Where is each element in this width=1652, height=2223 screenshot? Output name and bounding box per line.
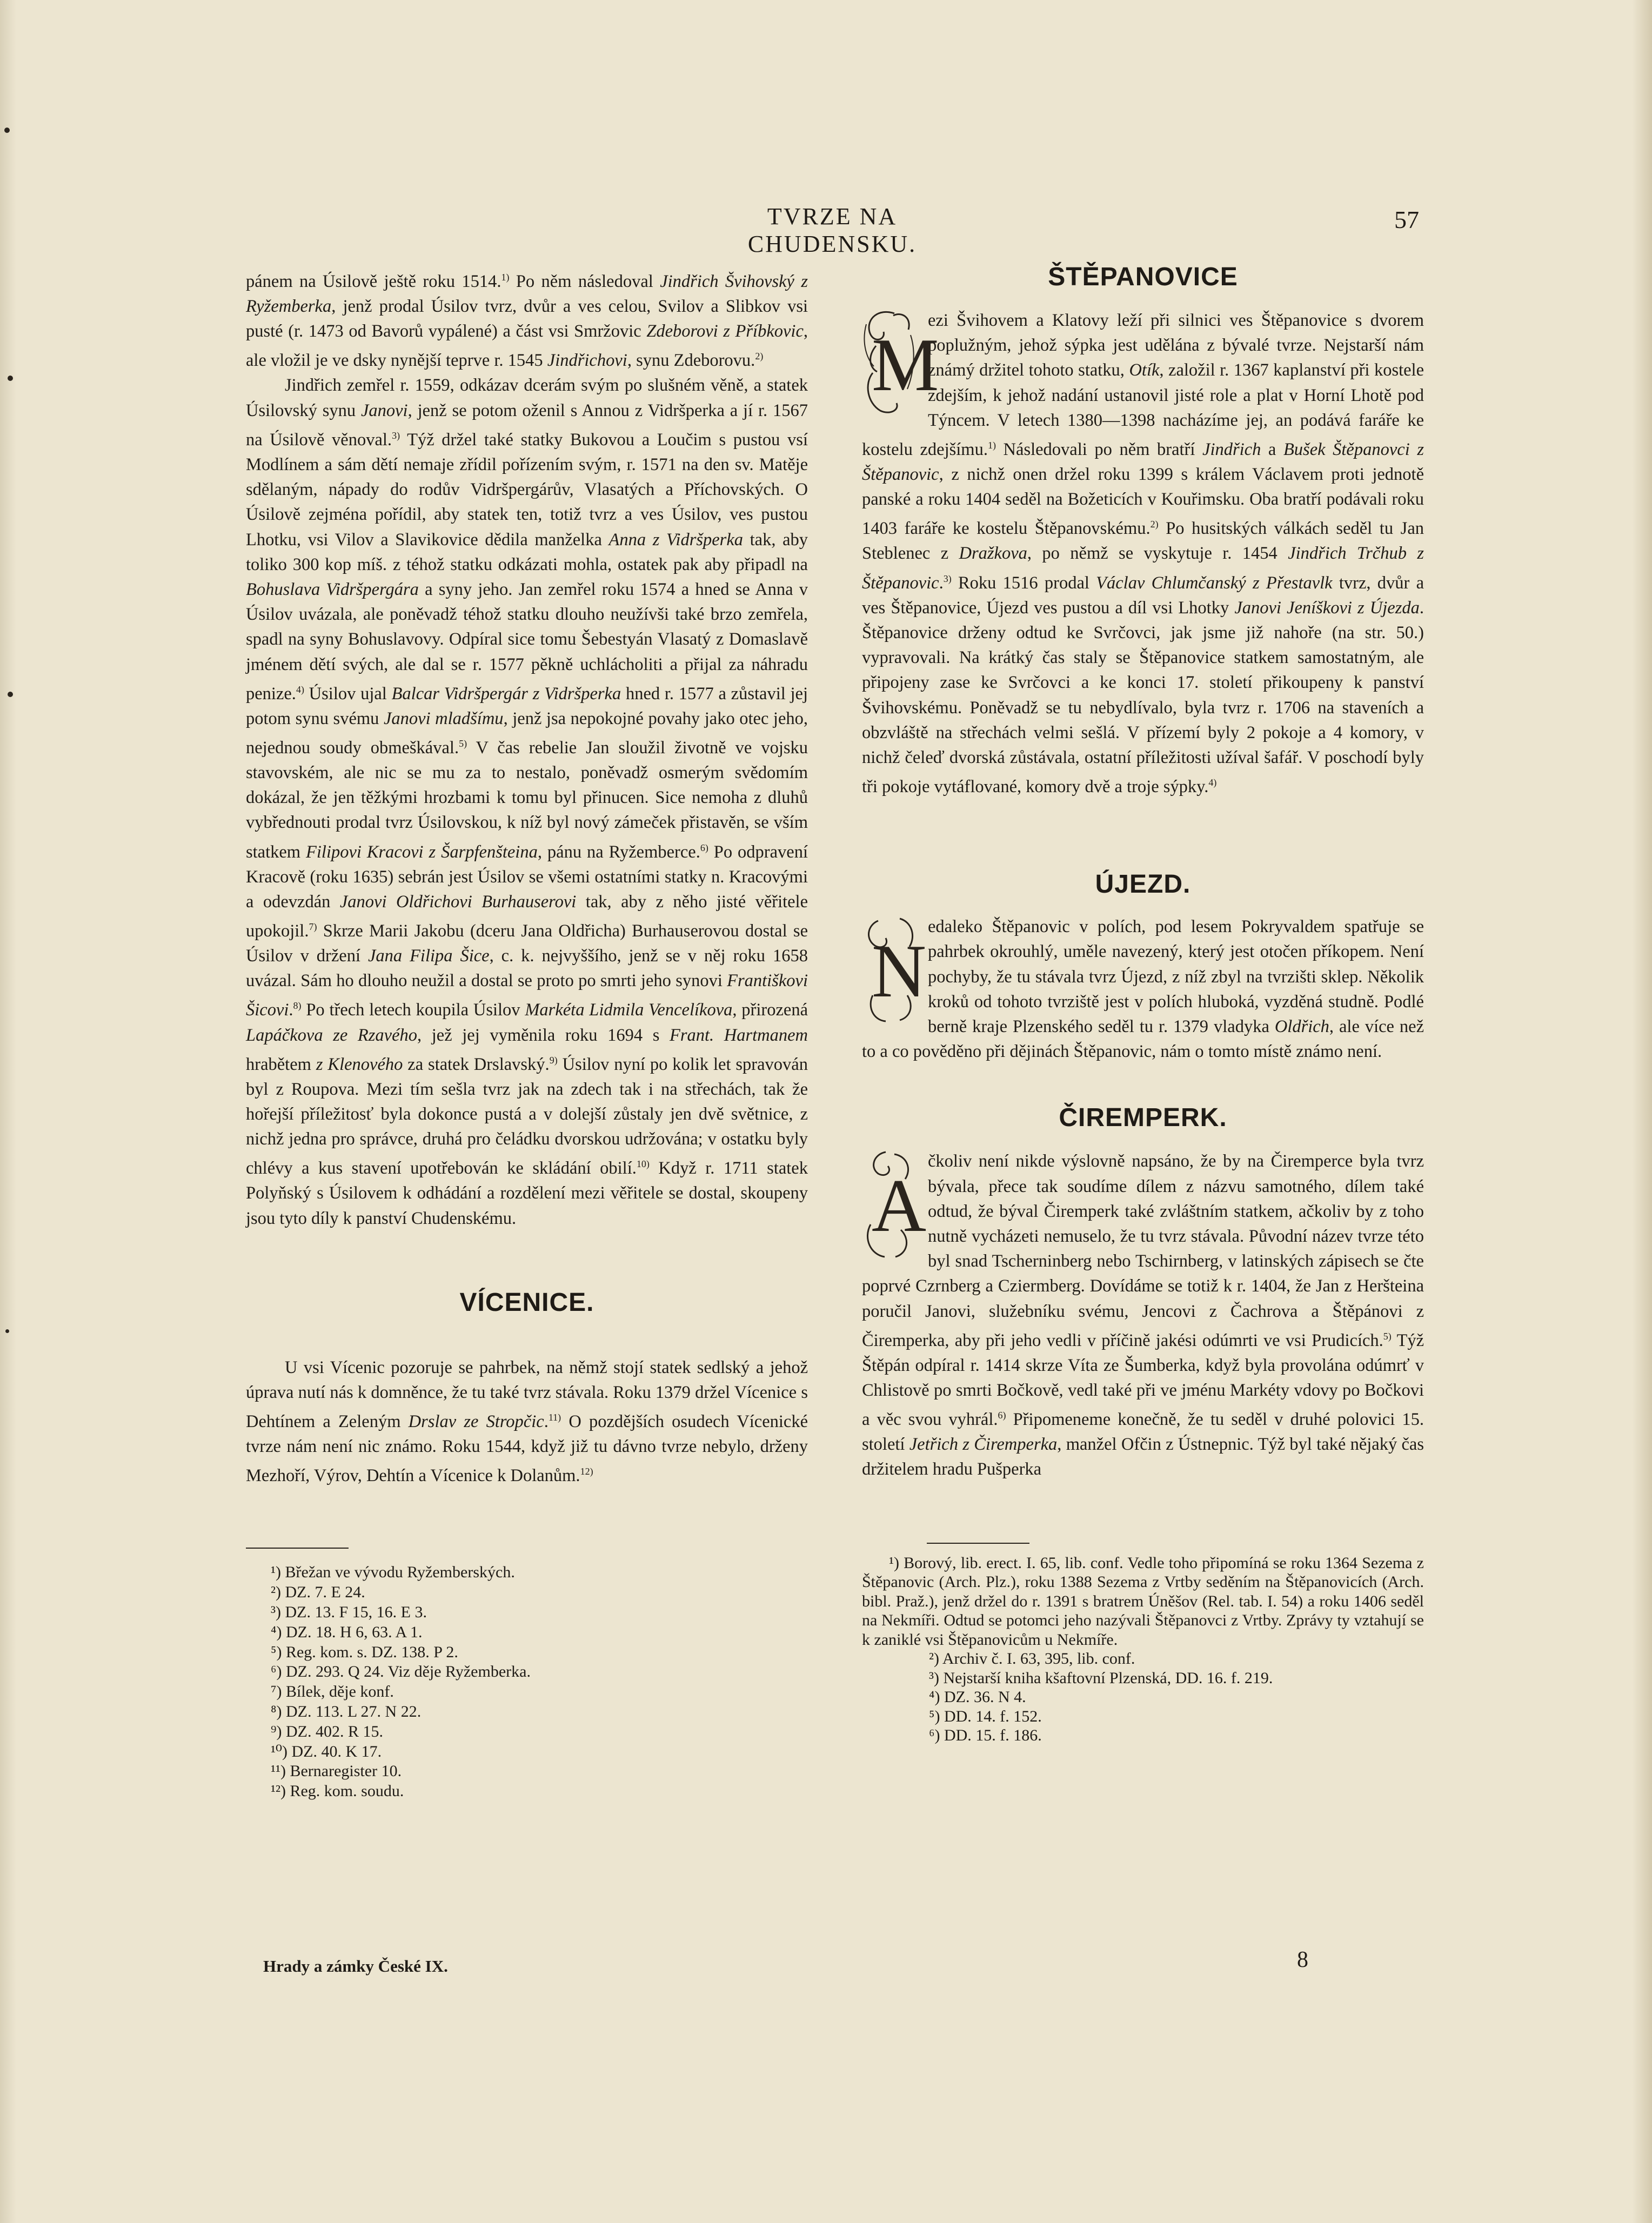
footnote-ref: 9) — [549, 1054, 558, 1066]
italic-name: Václav Chlumčanský z Přestavlk — [1096, 573, 1333, 593]
footnote: ⁴) DZ. 36. N 4. — [929, 1688, 1026, 1706]
footnotes-right — [862, 1554, 1424, 1745]
italic-name: Jindřich Trčhub z Štěpanovic — [862, 544, 1424, 593]
footnote: ³) Nejstarší kniha kšaftovní Plzenská, DD. 16. f. 219. — [929, 1669, 1273, 1687]
italic-name: Oldřich — [1274, 1016, 1329, 1036]
footnote-ref: 6) — [998, 1410, 1006, 1421]
paragraph: čkoliv není nikde výslovně napsáno, že by na Čiremperce byla tvrz bývala, přece tak soudíme dílem z názvu samotného, dílem také odtud, že býval Čiremperk také zvláštním statkem, ačkoliv by z toho nutně vycházeti nemuselo, že tu tvrz stávala. Původní název tvrze této byl snad Tscherninberg nebo Tschirnberg, v latinských zápisech se čte poprvé Czrnberg a Cziermberg. Dovídáme se totiž k r. 1404, že Jan z Heršteina poručil Janovi, služebníku svému, Jencovi z Čachrova a Štěpánovi z Čiremperka, aby při jeho vedli v příčině jakési odúmrti ve vsi Prudicích.$^{5)}$ Týž Štěpán odpíral r. 1414 skrze Víta ze Šumberka, když byla provolána odúmrť v Chlistově po smrti Bočkově, vedl také při ve jménu Markéty vdovy po Bočkovi a věc svou vyhrál.$^{6)}$ Připomeneme konečně, že tu seděl v druhé polovici 15. století Jetřich z Čiremperka, manžel Ofčin z Ústnepnic. Týž byl také nějaký čas držitelem hradu Pušperka — [862, 1151, 1424, 1479]
section-heading-stepanovice: ŠTĚPANOVICE — [1048, 263, 1238, 291]
footnote: ⁶) DZ. 293. Q 24. Viz děje Ryžemberka. — [271, 1663, 531, 1681]
italic-name: Filipovi Kracovi z Šarpfenšteina — [306, 842, 538, 862]
italic-name: Anna z Vidršperka — [608, 530, 744, 550]
footnote: ⁸) DZ. 113. L 27. N 22. — [271, 1703, 422, 1721]
paragraph: pánem na Úsilově ještě roku 1514.$^{1)}$ Po něm následoval Jindřich Švihovský z Ryžemberka, jenž prodal Úsilov tvrz, dvůr a ves celou, Svilov a Slibkov vsi pusté (r. 1473 od Bavorů vypálené) a část vsi Smržovic Zdeborovi z Příbkovic, ale vložil je ve dsky nynější teprve r. 1545 Jindřichovi, synu Zdeborovu.$^{2)}$ — [246, 271, 808, 371]
initial-letter: A — [872, 1164, 927, 1248]
initial-letter: N — [872, 929, 927, 1014]
footnote: ⁷) Bílek, děje konf. — [271, 1683, 394, 1701]
margin-dot — [5, 1329, 9, 1333]
italic-name: Jana Filipa Šice — [367, 946, 490, 966]
italic-name: Janovi mladšímu — [383, 708, 504, 728]
ornamental-initial — [862, 914, 927, 1025]
footnote-ref: 1) — [987, 440, 996, 451]
footnote-ref: 3) — [943, 573, 952, 584]
section-heading-vicenice: VÍCENICE. — [459, 1288, 594, 1317]
footnote: ¹⁰) DZ. 40. K 17. — [271, 1742, 382, 1760]
margin-dot — [4, 128, 10, 133]
footnote-ref: 11) — [548, 1412, 561, 1423]
ornamental-initial — [862, 308, 939, 419]
footnote-ref: 5) — [459, 738, 467, 749]
italic-name: Lapáčkova ze Rzavého — [246, 1025, 418, 1045]
footnote: ¹) Břežan ve vývodu Ryžemberských. — [271, 1563, 515, 1582]
italic-name: Frant. Hartmanem — [669, 1025, 808, 1045]
italic-name: Otík — [1129, 360, 1160, 380]
footnote: ¹¹) Bernaregister 10. — [271, 1762, 402, 1780]
ornamental-initial — [862, 1149, 927, 1260]
page-number: 57 — [1394, 206, 1419, 233]
footnote-ref: 3) — [392, 430, 400, 441]
paragraph: Jindřich zemřel r. 1559, odkázav dcerám svým po slušném věně, a statek Úsilovský synu Janovi, jenž se potom oženil s Annou z Vidršperka a jí r. 1567 na Úsilově věnoval.$^{3)}$ Týž držel také statky Bukovou a Loučim s pustou vsí Modlínem a sám dětí nemaje zřídil pořízením svým, r. 1571 na den sv. Matěje sdělaným, nápady do rodův Vidršpergárův, Vlasatých a Příchovských. O Úsilově zejména pořídil, aby statek ten, totiž tvrz a ves Úsilov, ves pustou Lhotku, vsi Vilov a Slavikovice dědila manželka Anna z Vidršperka tak, aby toliko 300 kop míš. z téhož statku odkázati mohla, ostatek pak aby připadl na Bohuslava Vidršpergára a syny jeho. Jan zemřel roku 1574 a hned se Anna v Úsilov uvázala, ale poněvadž téhož statku dlouho neužívši také brzo zemřela, spadl na syny Bohuslavovy. Odpíral sice tomu Šebestyán Vlasatý z Domaslavě jménem dětí svých, ale dal se r. 1577 pěkně uchlácholiti a přijal za náhradu penize.$^{4)}$ Úsilov ujal Balcar Vidršpergár z Vidršperka hned r. 1577 a zůstavil jej potom synu svému Janovi mladšímu, jenž jsa nepokojné povahy jako otec jeho, nejednou soudy obmeškával.$^{5)}$ V čas rebelie Jan sloužil životně ve vojsku stavovském, ale nic se mu za to nestalo, poněvadž osmerým svědomím dokázal, že jen těžkými hrozbami k tomu byl přinucen. Sice nemoha z dluhů vybřednouti prodal tvrz Úsilovskou, k níž byl nový zámeček přistavěn, se vším statkem Filipovi Kracovi z Šarpfenšteina, pánu na Ryžemberce.$^{6)}$ Po odpravení Kracově (roku 1635) sebrán jest Úsilov se všemi ostatními statky n. Kracovými a odevzdán Janovi Oldřichovi Burhauserovi tak, aby z něho jisté věřitele upokojil.$^{7)}$ Skrze Marii Jakobu (dceru Jana Oldřicha) Burhauserovou dostal se Úsilov v držení Jana Filipa Šice, c. k. nejvyššího, jenž se v něj roku 1658 uvázal. Sám ho dlouho neužil a dostal se proto po smrti jeho synovi Františkovi Šicovi.$^{8)}$ Po třech letech koupila Úsilov Markéta Lidmila Vencelíkova, přirozená Lapáčkova ze Rzavého, jež jej vyměnila roku 1694 s Frant. Hartmanem hrabětem z Klenového za statek Drslavský.$^{9)}$ Úsilov nyní po kolik let spravován byl z Roupova. Mezi tím sešla tvrz jak na zdech tak i na střechách, tak že hořejší příležitosť byla dokonce pustá a v dolejší zůstaly jen dvě světnice, z nichž jedna pro správce, druhá pro čeládku dvorskou udržována; v ostatku byly chlévy a kus stavení upotřebován ke skládání obilí.$^{10)}$ Když r. 1711 statek Polyňský s Úsilovem k odhádání a rozdělení mezi věřitele se dostal, skoupeny jsou tyto díly k panství Chudenskému. — [246, 376, 808, 1228]
footnotes-left — [246, 1563, 808, 1802]
italic-name: Zdeborovi z Příbkovic — [646, 322, 804, 342]
italic-name: Dražkova — [959, 544, 1027, 564]
italic-name: Janovi Oldřichovi Burhauserovi — [339, 892, 577, 912]
footnote-divider — [246, 1548, 349, 1549]
footnote: ¹²) Reg. kom. soudu. — [271, 1782, 404, 1800]
italic-name: Jindřichovi — [547, 351, 627, 371]
footnote-ref: 2) — [755, 351, 764, 362]
footnote-ref: 5) — [1383, 1330, 1392, 1342]
italic-name: z Klenového — [316, 1054, 403, 1074]
italic-name: Drslav ze Stropčic — [408, 1412, 544, 1432]
footnote: ⁴) DZ. 18. H 6, 63. A 1. — [271, 1623, 423, 1641]
margin-dot — [8, 376, 13, 381]
footnote-ref: 8) — [293, 1000, 302, 1012]
footnote-ref: 6) — [700, 842, 708, 853]
italic-name: Janovi Jeníškovi z Újezda — [1234, 598, 1420, 618]
italic-name: Bohuslava Vidršpergára — [246, 579, 419, 599]
paragraph: U vsi Vícenic pozoruje se pahrbek, na němž stojí statek sedlský a jehož úprava nutí nás k domněnce, že tu také tvrz stávala. Roku 1379 držel Vícenice s Dehtínem a Zeleným Drslav ze Stropčic.$^{11)}$ O pozdějších osudech Vícenické tvrze nám není nic známo. Roku 1544, když již tu dávno tvrze nebylo, drženy Mezhoří, Výrov, Dehtín a Vícenice k Dolanům.$^{12)}$ — [246, 1357, 808, 1486]
footnote-ref: 10) — [636, 1159, 650, 1170]
right-column — [862, 262, 1424, 1745]
footnote: ⁵) DD. 14. f. 152. — [929, 1707, 1042, 1725]
footnote-ref: 4) — [296, 684, 304, 695]
italic-name: Jetřich z Čiremperka — [909, 1435, 1058, 1455]
paragraph: edaleko Štěpanovic v polích, pod lesem Pokryvaldem spatřuje se pahrbek okrouhlý, uměle navezený, který jest otočen příkopem. Není pochyby, že tu stávala tvrz Újezd, z níž zbyl na tvrzišti sklep. Několik kroků od tohoto tvrziště jest v polích hluboká, vyzděná studně. Podlé berně kraje Plzenského seděl tu r. 1379 vladyka Oldřich, ale více než to a co pověděno při dějinách Štěpanovic, nám o tomto místě známo není. — [862, 917, 1424, 1062]
signature-mark: 8 — [1297, 1947, 1308, 1972]
italic-name: Balcar Vidršpergár z Vidršperka — [391, 684, 621, 704]
footnote-ref: 1) — [501, 272, 510, 283]
footnote-ref: 12) — [580, 1466, 593, 1477]
footnote: ²) DZ. 7. E 24. — [271, 1583, 365, 1602]
footnote: ⁵) Reg. kom. s. DZ. 138. P 2. — [271, 1643, 458, 1661]
footnote-ref: 4) — [1208, 777, 1217, 788]
footnote-ref: 7) — [309, 921, 317, 933]
running-title: TVRZE NA CHUDENSKU. — [747, 203, 917, 257]
section-heading-ciremperk: ČIREMPERK. — [1059, 1103, 1227, 1133]
margin-dot — [8, 692, 13, 697]
italic-name: Bušek Štěpanovci z Štěpanovic — [862, 439, 1424, 485]
italic-name: Jindřich Švihovský z Ryžemberka — [246, 271, 808, 317]
italic-name: Františkovi Šicovi — [246, 971, 808, 1020]
section-heading-ujezd: ÚJEZD. — [1095, 870, 1191, 899]
initial-letter: M — [872, 323, 939, 407]
italic-name: Markéta Lidmila Vencelíkova — [525, 1000, 733, 1020]
footnote-divider — [927, 1543, 1029, 1544]
footnote: ⁶) DD. 15. f. 186. — [929, 1726, 1042, 1745]
footnote: ⁹) DZ. 402. R 15. — [271, 1722, 383, 1740]
italic-name: Janovi — [360, 400, 408, 420]
left-column — [246, 265, 808, 1802]
footnote-ref: 2) — [1150, 519, 1159, 530]
paragraph: ezi Švihovem a Klatovy leží při silnici ves Štěpanovice s dvorem poplužným, jehož sýpka jest udělána z bývalé tvrze. Nejstarší nám známý držitel tohoto statku, Otík, založil r. 1367 kaplanství při kostele zdejším, k jehož nadání ustanovil jisté role a plat v Horní Lhotě pod Týncem. V letech 1380—1398 nacházíme jej, an podává faráře ke kostelu zdejšímu.$^{1)}$ Následovali po něm bratří Jindřich a Bušek Štěpanovci z Štěpanovic, z nichž onen držel roku 1399 s králem Václavem proti jednotě panské a roku 1404 seděl na Božeticích v Kouřimsku. Oba bratří podávali roku 1403 faráře ke kostelu Štěpanovskému.$^{2)}$ Po husitských válkách seděl tu Jan Steblenec z Dražkova, po němž se vyskytuje r. 1454 Jindřich Trčhub z Štěpanovic.$^{3)}$ Roku 1516 prodal Václav Chlumčanský z Přestavlk tvrz, dvůr a ves Štěpanovice, Újezd ves pustou a díl vsi Lhotky Janovi Jeníškovi z Újezda. Štěpanovice drženy odtud ke Svrčovci, jak jsme již nahoře (na str. 50.) vypravovali. Na krátký čas staly se Štěpanovice statkem samostatným, ale připojeny zase ke Svrčovci a ke konci 17. století přikoupeny k panství Švihovskému. Poněvadž se tu nebydlívalo, byla tvrz r. 1706 na staveních a obzvláště na střechách velmi sešlá. V přízemí byly 2 pokoje a 4 komory, v nichž čeleď dvorská zůstávala, ostatní příležitosti užíval šafář. V poschodí byly tři pokoje vytáflované, komory dvě a troje sýpky.$^{4)}$ — [862, 311, 1424, 796]
volume-note: Hrady a zámky České IX. — [263, 1957, 448, 1976]
footnote-list — [862, 1649, 1424, 1745]
footnote: ²) Archiv č. I. 63, 395, lib. conf. — [929, 1650, 1135, 1668]
footnote: ¹) Borový, lib. erect. I. 65, lib. conf. Vedle toho připomíná se roku 1364 Sezema z Štěpanovic (Arch. Plz.), roku 1388 Sezema z Vrtby seděním na Štěpanovicích (Arch. bibl. Praž.), jenž držel do r. 1391 s bratrem Úněšov (Rel. tab. I. 54) a roku 1406 seděl na Nekmíři. Odtud se potomci jeho nazývali Štěpanovci z Vrtby. Zprávy ty vztahují se k zaniklé vsi Štěpanovicům u Nekmíře. — [862, 1554, 1424, 1649]
footnote: ³) DZ. 13. F 15, 16. E 3. — [271, 1603, 427, 1622]
italic-name: Jindřich — [1202, 439, 1261, 459]
